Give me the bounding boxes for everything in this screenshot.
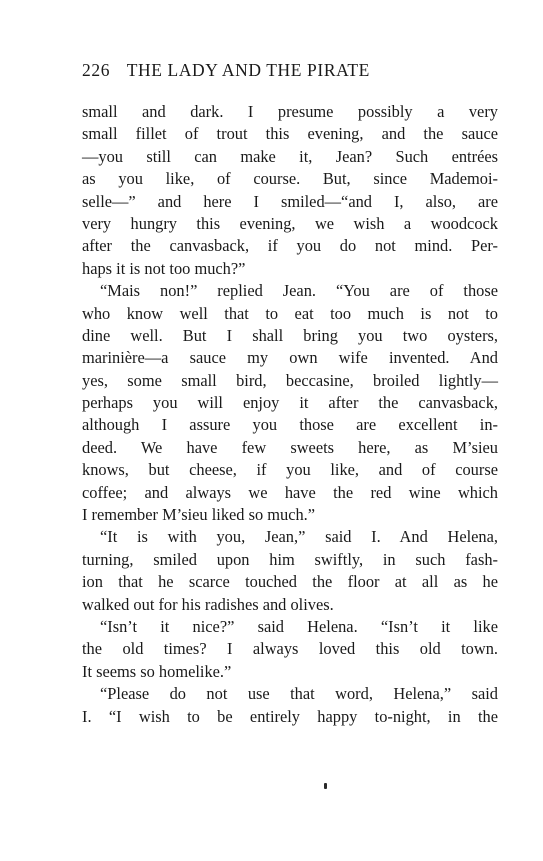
- text-line: I. “I wish to be entirely happy to-night, in the: [82, 706, 498, 726]
- text-line: knows, but cheese, if you like, and of course: [82, 460, 498, 480]
- text-line: deed. We have few sweets here, as M’sieu: [82, 437, 498, 457]
- text-line: —you still can make it, Jean? Such entrées: [82, 146, 498, 166]
- text-line: haps it is not too much?”: [82, 258, 246, 278]
- text-line: who know well that to eat too much is not to: [82, 303, 498, 323]
- text-line: turning, smiled upon him swiftly, in such fash-: [82, 549, 498, 569]
- text-line: small and dark. I presume possibly a very: [82, 102, 498, 121]
- print-speck: [324, 783, 327, 789]
- text-line: ion that he scarce touched the floor at all as he: [82, 572, 498, 592]
- text-line: marinière—a sauce my own wife invented. And: [82, 348, 498, 368]
- text-line: It seems so homelike.”: [82, 661, 232, 681]
- page-number: 226: [82, 60, 111, 80]
- text-line: “Please do not use that word, Helena,” said: [100, 684, 498, 704]
- text-line: yes, some small bird, beccasine, broiled lightly—: [82, 370, 498, 390]
- text-line: very hungry this evening, we wish a woodcock: [82, 213, 498, 233]
- text-line: coffee; and always we have the red wine which: [82, 482, 498, 502]
- body-text: [82, 101, 498, 728]
- text-line: as you like, of course. But, since Mademoi-: [82, 169, 498, 189]
- text-line: I remember M’sieu liked so much.”: [82, 505, 316, 525]
- text-line: although I assure you those are excellent in-: [82, 415, 498, 435]
- text-line: after the canvasback, if you do not mind. Per-: [82, 236, 498, 256]
- text-line: the old times? I always loved this old town.: [82, 639, 498, 659]
- text-line: dine well. But I shall bring you two oysters,: [82, 325, 498, 345]
- text-line: selle—” and here I smiled—“and I, also, are: [82, 191, 498, 211]
- text-line: perhaps you will enjoy it after the canvasback,: [82, 393, 498, 413]
- text-line: “It is with you, Jean,” said I. And Helena,: [100, 527, 498, 547]
- text-line: small fillet of trout this evening, and the sauce: [82, 124, 498, 144]
- text-line: walked out for his radishes and olives.: [82, 594, 334, 614]
- text-line: “Isn’t it nice?” said Helena. “Isn’t it like: [100, 616, 498, 636]
- text-line: “Mais non!” replied Jean. “You are of those: [100, 281, 498, 301]
- running-title: THE LADY AND THE PIRATE: [126, 60, 370, 80]
- running-header: [82, 60, 502, 81]
